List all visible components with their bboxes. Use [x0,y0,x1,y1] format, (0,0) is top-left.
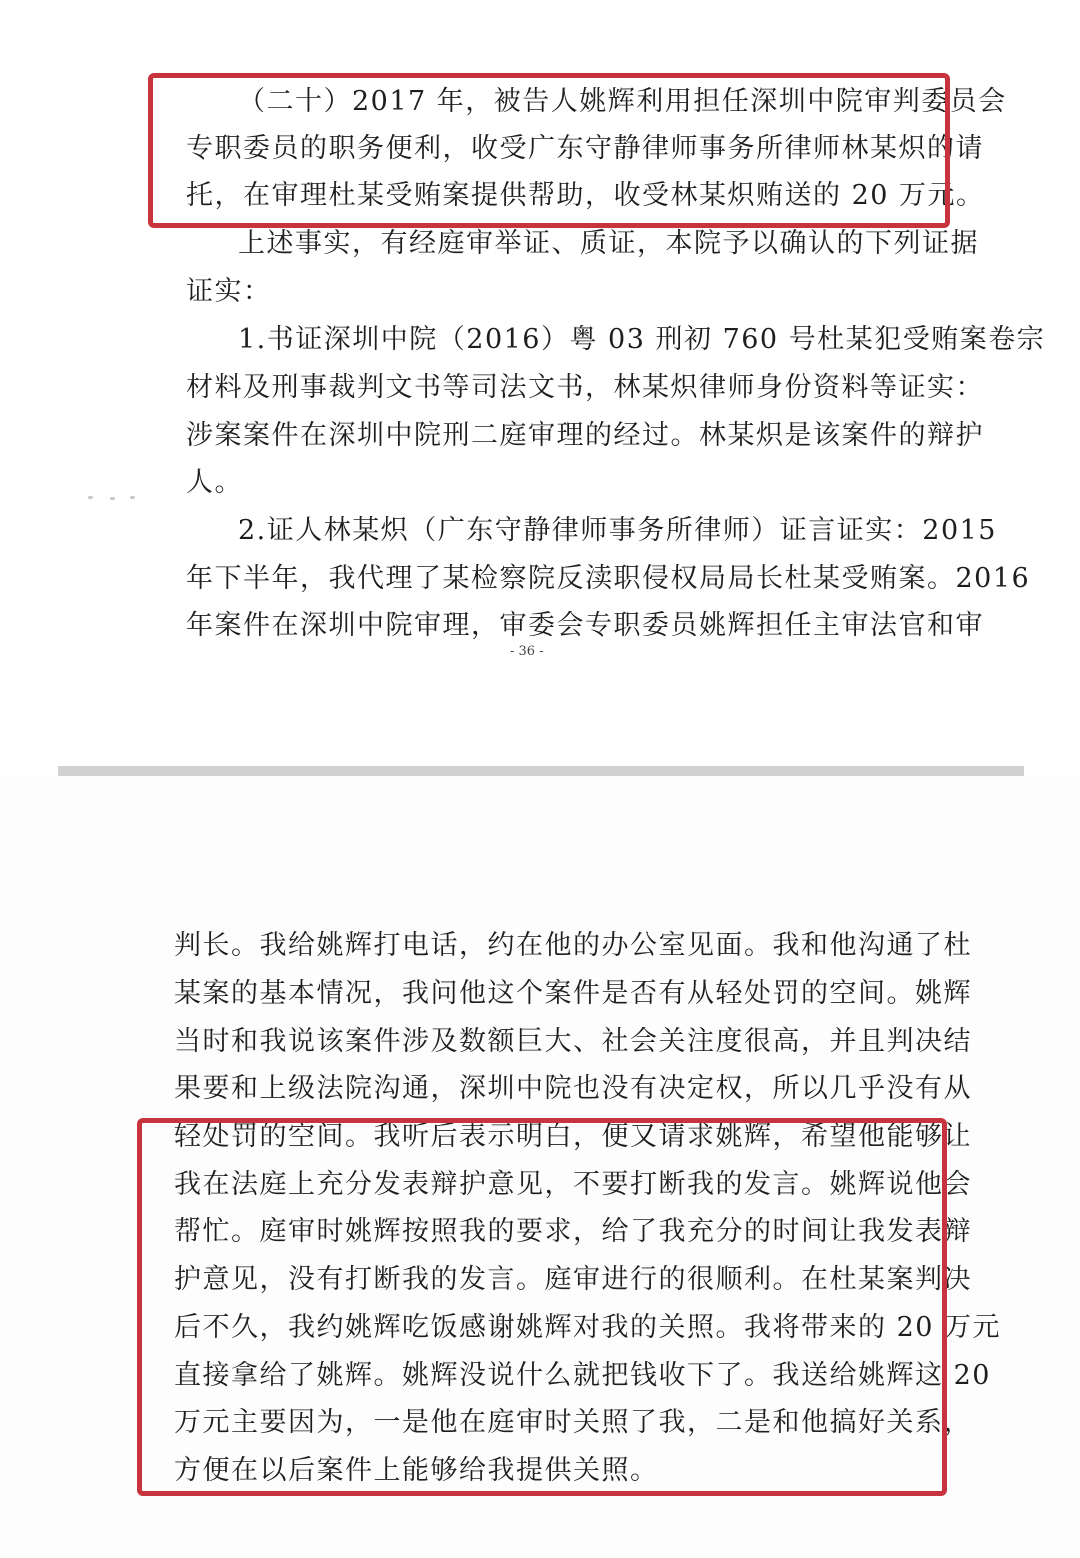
text-line: 专职委员的职务便利，收受广东守静律师事务所律师林某炽的请 [186,133,984,164]
text-line: 我在法庭上充分发表辩护意见，不要打断我的发言。姚辉说他会 [174,1169,972,1200]
text-line: 护意见，没有打断我的发言。庭审进行的很顺利。在杜某案判决 [174,1264,972,1295]
highlight-box-paragraph-20 [148,73,950,228]
text-line: 轻处罚的空间。我听后表示明白，便又请求姚辉，希望他能够让 [174,1121,972,1152]
text-line: 年下半年，我代理了某检察院反渎职侵权局局长杜某受贿案。2016 [186,563,1031,594]
text-line: 帮忙。庭审时姚辉按照我的要求，给了我充分的时间让我发表辩 [174,1216,972,1247]
text-line: 当时和我说该案件涉及数额巨大、社会关注度很高，并且判决结 [174,1026,972,1057]
highlight-box-testimony [137,1118,947,1496]
text-line: 方便在以后案件上能够给我提供关照。 [174,1455,659,1486]
text-line: 人。 [186,467,243,498]
text-line: 1.书证深圳中院（2016）粤 03 刑初 760 号杜某犯受贿案卷宗 [238,324,1046,355]
text-line: 果要和上级法院沟通，深圳中院也没有决定权，所以几乎没有从 [174,1073,972,1104]
text-line: 2.证人林某炽（广东守静律师事务所律师）证言证实：2015 [238,515,997,546]
text-line: 涉案案件在深圳中院刑二庭审理的经过。林某炽是该案件的辩护 [186,420,984,451]
scan-speck [130,496,135,499]
scan-speck [110,497,115,500]
text-line: 材料及刑事裁判文书等司法文书，林某炽律师身份资料等证实： [186,372,984,403]
text-line: 年案件在深圳中院审理，审委会专职委员姚辉担任主审法官和审 [186,610,984,641]
text-line: 后不久，我约姚辉吃饭感谢姚辉对我的关照。我将带来的 20 万元 [174,1312,1002,1343]
text-line: 判长。我给姚辉打电话，约在他的办公室见面。我和他沟通了杜 [174,930,972,961]
document-page-36 [0,0,1080,766]
text-line: 直接拿给了姚辉。姚辉没说什么就把钱收下了。我送给姚辉这 20 [174,1360,991,1391]
text-line: 托，在审理杜某受贿案提供帮助，收受林某炽贿送的 20 万元。 [186,180,985,211]
scan-speck [88,496,93,499]
page-number: - 36 - [510,644,544,659]
text-line: 证实： [186,276,272,307]
text-line: 万元主要因为，一是他在庭审时关照了我，二是和他搞好关系， [174,1407,972,1438]
text-line: 某案的基本情况，我问他这个案件是否有从轻处罚的空间。姚辉 [174,978,972,1009]
text-line: （二十）2017 年，被告人姚辉利用担任深圳中院审判委员会 [238,86,1007,117]
page-divider [58,766,1024,776]
text-line: 上述事实，有经庭审举证、质证，本院予以确认的下列证据 [238,228,979,259]
